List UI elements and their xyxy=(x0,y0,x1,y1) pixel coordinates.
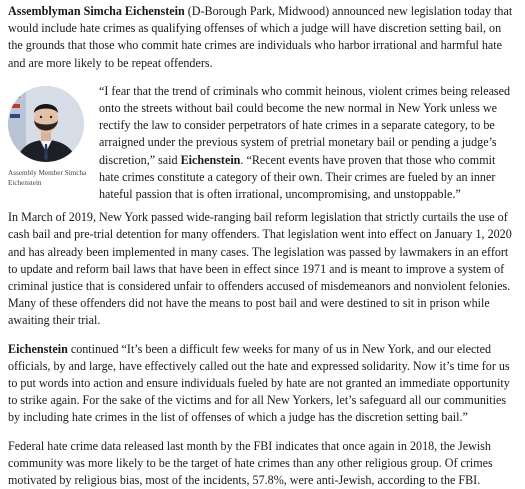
portrait-caption: Assembly Member Simcha Eichenstein xyxy=(8,168,87,187)
portrait-photo xyxy=(8,86,84,162)
portrait-figure xyxy=(8,86,94,188)
quote-speaker-name: Eichenstein xyxy=(180,152,241,167)
paragraph-continued xyxy=(8,341,518,427)
continued-text: continued “It’s been a difficult few weeks for many of us in New York, and our elected officials, by and large, have effectively called out the hate and expressed solidarity. Now it’s time for us to put words into action and ensure individuals fueled by hate are not granted an immediate opportunity to strike again. For the sake of the victims and for all New Yorkers, let’s safeguard all our communities by including hate crimes in the list of offenses of which a judge has the discretion setting bail.” xyxy=(8,341,510,425)
paragraph-fbi-data: Federal hate crime data released last month by the FBI indicates that once again in 2018, the Jewish community was more likely to be the target of hate crimes than any other religious group. Of crimes motivated by religious bias, most of the incidents, 57.8%, were anti-Jewish, according to the FBI. xyxy=(8,438,493,488)
paragraph-bail-reform: In March of 2019, New York passed wide-ranging bail reform legislation that strictly curtails the use of cash bail and pre-trial detention for many offenders. That legislation went into effect on January 1, 2020 and has already been implemented in many cases. The legislation was passed by lawmakers in an effort to update and reform bail laws that have been in effect since 1971 and is meant to improve a system of criminal justice that is considered unfair to offenders accused of misdemeanors and nonviolent felonies. Many of these offenders did not have the means to post bail and were destined to sit in prison while awaiting their trial. xyxy=(8,210,512,328)
assemblyman-name: Assemblyman Simcha Eichenstein xyxy=(8,4,185,18)
quote-part-b: . “Recent events have proven that those who commit hate crimes constitute a category of their own. Their crimes are fueled by an inner hateful passion that is often irrational, uncompromising, and unstoppable.” xyxy=(99,152,496,202)
paragraph-intro xyxy=(8,3,518,72)
article-body xyxy=(8,3,518,489)
quote-section xyxy=(8,83,518,203)
quote-part-a: “I fear that the trend of criminals who commit heinous, violent crimes being released onto the streets without bail could become the new normal in New York unless we rectify the law to consider perpetrators of hate crimes in a separate category, to be arraigned under the previous system of pretrial monetary bail or pending a judge’s discretion,” said xyxy=(99,83,511,167)
intro-text: (D-Borough Park, Midwood) announced new legislation today that would include hate crimes as qualifying offenses of which a judge will have discretion setting bail, on the grounds that those who commit hate crimes are individuals who harbor irrational and harmful hate and are more likely to be repeat offenders. xyxy=(8,4,513,70)
portrait-image xyxy=(8,86,84,162)
continued-speaker-name: Eichenstein xyxy=(8,341,68,356)
